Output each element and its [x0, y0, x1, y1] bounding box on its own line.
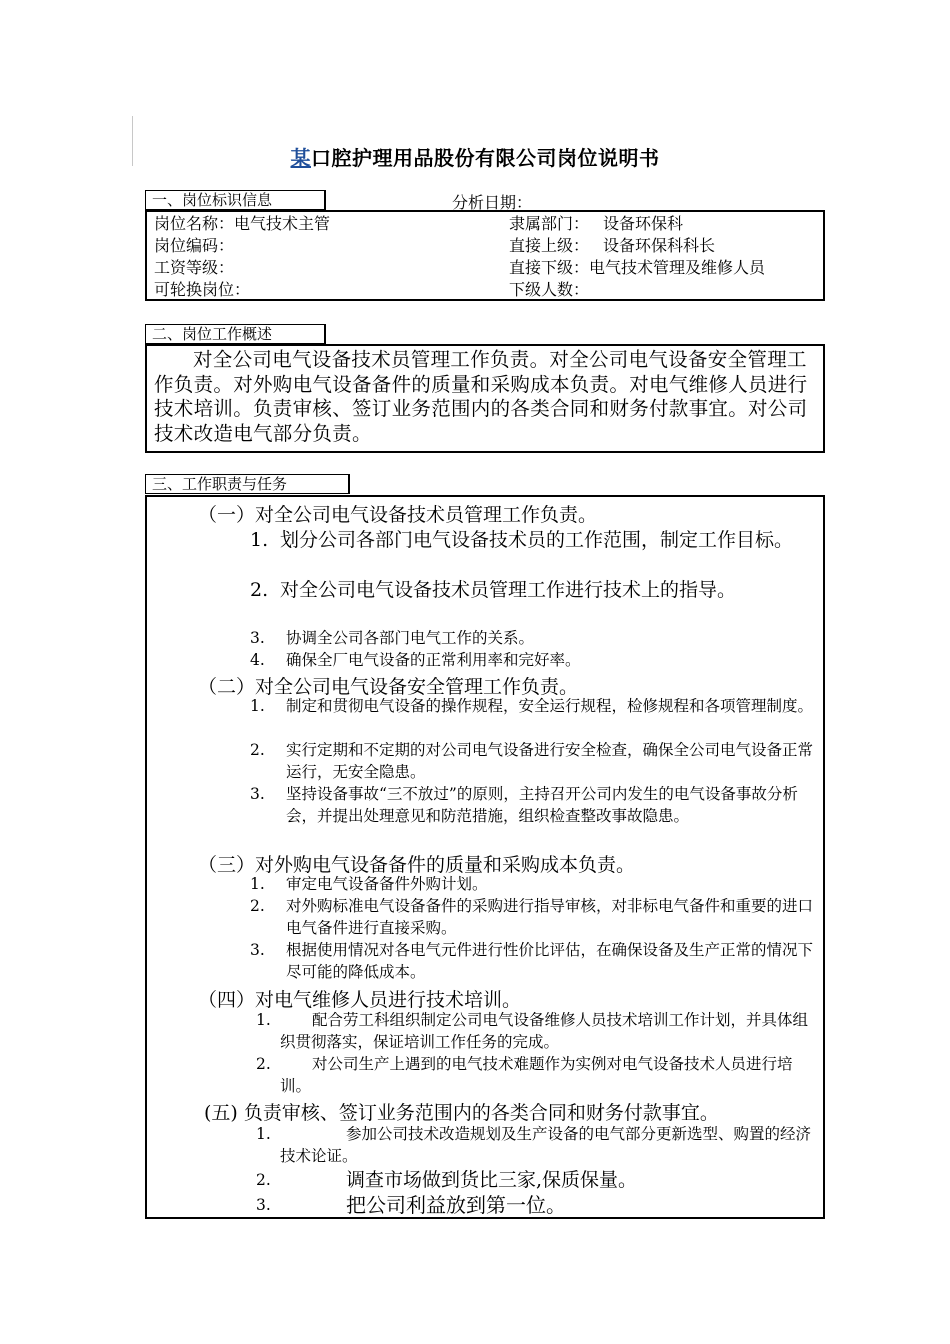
duty-item	[250, 577, 818, 603]
info-value: 电气技术管理及维修人员	[589, 258, 766, 277]
info-left-1	[154, 235, 234, 256]
duty-group-title: (五) 负责审核、签订业务范围内的各类合同和财务付款事宜。	[204, 1102, 719, 1124]
item-number: 2.	[250, 579, 269, 601]
item-number: 3.	[250, 941, 265, 959]
info-value: 电气技术主管	[234, 214, 331, 233]
job-summary-text: 对全公司电气设备技术员管理工作负责。对全公司电气设备安全管理工作负责。对外购电气设备备件的质量和采购成本负责。对电气维修人员进行技术培训。负责审核、签订业务范围内的各类合同和财务付款事宜。对公司技术改造电气部分负责。	[154, 348, 808, 445]
duty-item	[250, 873, 818, 895]
duty-item	[250, 527, 818, 553]
item-text: 确保全厂电气设备的正常利用率和完好率。	[286, 651, 581, 669]
info-right-3	[509, 279, 589, 300]
duty-item	[250, 895, 818, 939]
info-label: 直接上级：	[509, 236, 590, 255]
duty-group-title: （三）对外购电气设备备件的质量和采购成本负责。	[198, 854, 636, 876]
item-text: 坚持设备事故“三不放过”的原则，主持召开公司内发生的电气设备事故分析会，并提出处理意见和防范措施，组织检查整改事故隐患。	[286, 785, 798, 825]
item-number: 3.	[250, 785, 265, 803]
info-label: 下级人数：	[509, 280, 590, 299]
duty-group-title: （四）对电气维修人员进行技术培训。	[198, 989, 522, 1011]
title-first-char: 某	[290, 146, 311, 170]
item-number: 1.	[250, 529, 269, 551]
item-number: 1.	[256, 1011, 271, 1029]
duty-item	[250, 783, 818, 827]
item-number: 2.	[250, 897, 265, 915]
item-number: 2.	[250, 741, 265, 759]
item-number: 2.	[256, 1171, 271, 1189]
info-right-2	[509, 257, 765, 278]
duty-item	[256, 1167, 818, 1193]
item-text: 对全公司电气设备技术员管理工作进行技术上的指导。	[280, 579, 737, 601]
duty-item	[250, 939, 818, 983]
duty-item	[250, 695, 818, 717]
item-text: 制定和贯彻电气设备的操作规程，安全运行规程，检修规程和各项管理制度。	[286, 697, 814, 715]
item-text: 实行定期和不定期的对公司电气设备进行安全检查，确保全公司电气设备正常运行，无安全隐患。	[286, 741, 814, 781]
item-number: 3.	[250, 629, 265, 647]
item-text: 把公司利益放到第一位。	[346, 1193, 566, 1217]
info-value: 设备环保科科长	[603, 236, 716, 255]
info-left-3	[154, 279, 250, 300]
item-text: 配合劳工科组织制定公司电气设备维修人员技术培训工作计划，并具体组织贯彻落实，保证培训工作任务的完成。	[280, 1011, 809, 1051]
item-number: 4.	[250, 651, 265, 669]
analysis-date-label: 分析日期：	[452, 193, 533, 212]
duty-item	[256, 1192, 818, 1218]
item-text: 对外购标准电气设备备件的采购进行指导审核，对非标电气备件和重要的进口电气备件进行直接采购。	[286, 897, 814, 937]
item-text: 调查市场做到货比三家,保质保量。	[346, 1169, 638, 1191]
section2-header: 二、岗位工作概述	[145, 324, 326, 344]
item-number: 1.	[250, 697, 265, 715]
item-text: 划分公司各部门电气设备技术员的工作范围，制定工作目标。	[280, 529, 794, 551]
info-label: 岗位编码：	[154, 236, 235, 255]
page-title	[0, 142, 950, 171]
item-number: 1.	[250, 875, 265, 893]
info-right-1	[509, 235, 715, 256]
duty-item	[256, 1053, 818, 1097]
info-label: 工资等级：	[154, 258, 235, 277]
duty-group-title: （二）对全公司电气设备安全管理工作负责。	[198, 676, 579, 698]
duties-list	[146, 497, 824, 1218]
info-right-0	[509, 213, 683, 234]
item-text: 协调全公司各部门电气工作的关系。	[286, 629, 535, 647]
duty-item	[250, 649, 818, 671]
info-label: 可轮换岗位：	[154, 280, 251, 299]
duty-item	[256, 1123, 818, 1167]
info-label: 隶属部门：	[509, 214, 590, 233]
item-number: 1.	[256, 1125, 271, 1143]
duty-item	[250, 627, 818, 649]
duty-group-title: （一）对全公司电气设备技术员管理工作负责。	[198, 504, 598, 526]
item-text: 对公司生产上遇到的电气技术难题作为实例对电气设备技术人员进行培训。	[280, 1055, 793, 1095]
item-number: 3.	[256, 1196, 271, 1214]
info-label: 直接下级：	[509, 258, 590, 277]
info-value: 设备环保科	[603, 214, 684, 233]
info-left-0	[154, 213, 330, 234]
duty-item	[256, 1009, 818, 1053]
item-text: 参加公司技术改造规划及生产设备的电气部分更新选型、购置的经济技术论证。	[280, 1125, 812, 1165]
section3-header: 三、工作职责与任务	[145, 474, 350, 494]
section1-header: 一、岗位标识信息	[145, 190, 326, 210]
item-text: 根据使用情况对各电气元件进行性价比评估，在确保设备及生产正常的情况下尽可能的降低成本。	[286, 941, 814, 981]
item-number: 2.	[256, 1055, 271, 1073]
title-rest: 口腔护理用品股份有限公司岗位说明书	[311, 146, 660, 170]
item-text: 审定电气设备备件外购计划。	[286, 875, 488, 893]
duty-item	[250, 739, 818, 783]
info-left-2	[154, 257, 234, 278]
info-label: 岗位名称：	[154, 214, 235, 233]
